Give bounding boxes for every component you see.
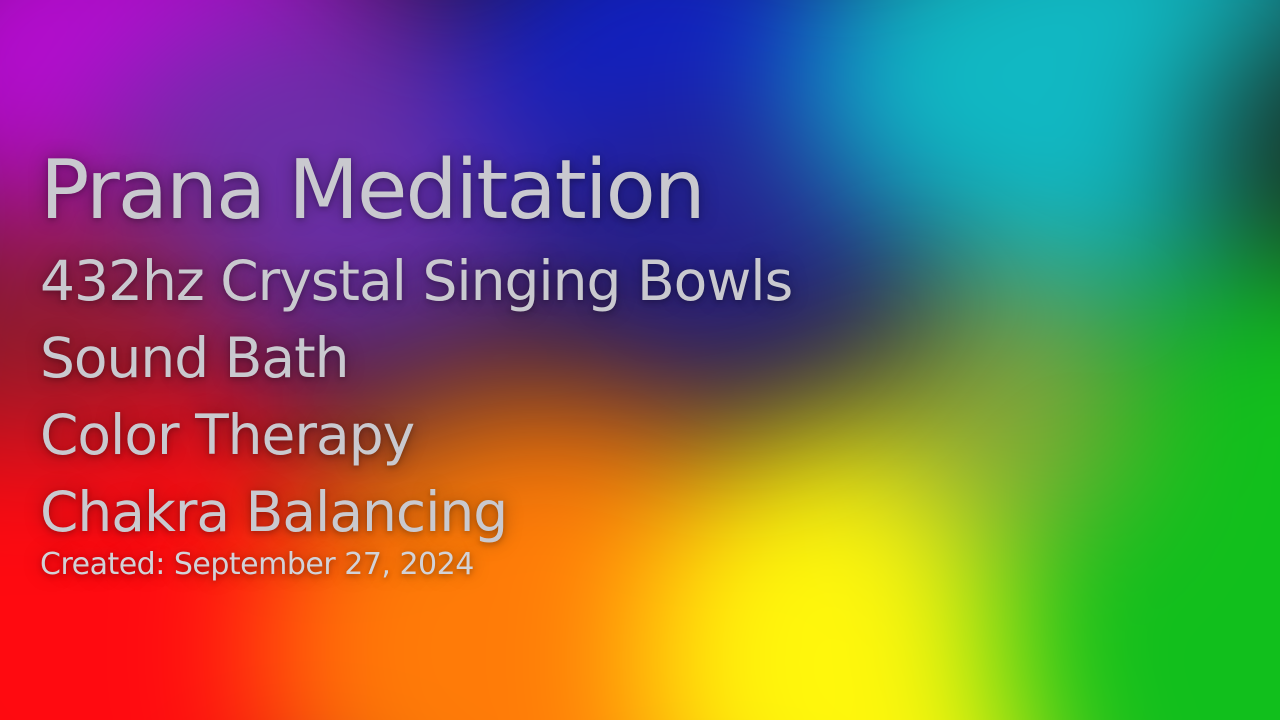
subtitle-line-2: Sound Bath bbox=[40, 326, 349, 390]
subtitle-line-3: Color Therapy bbox=[40, 403, 415, 467]
subtitle-line-1: 432hz Crystal Singing Bowls bbox=[40, 249, 793, 313]
page-title: Prana Meditation bbox=[40, 143, 704, 238]
subtitle-line-4: Chakra Balancing bbox=[40, 480, 508, 544]
created-date: Created: September 27, 2024 bbox=[40, 547, 474, 582]
title-block bbox=[40, 143, 793, 582]
olive-glow bbox=[890, 280, 1130, 540]
